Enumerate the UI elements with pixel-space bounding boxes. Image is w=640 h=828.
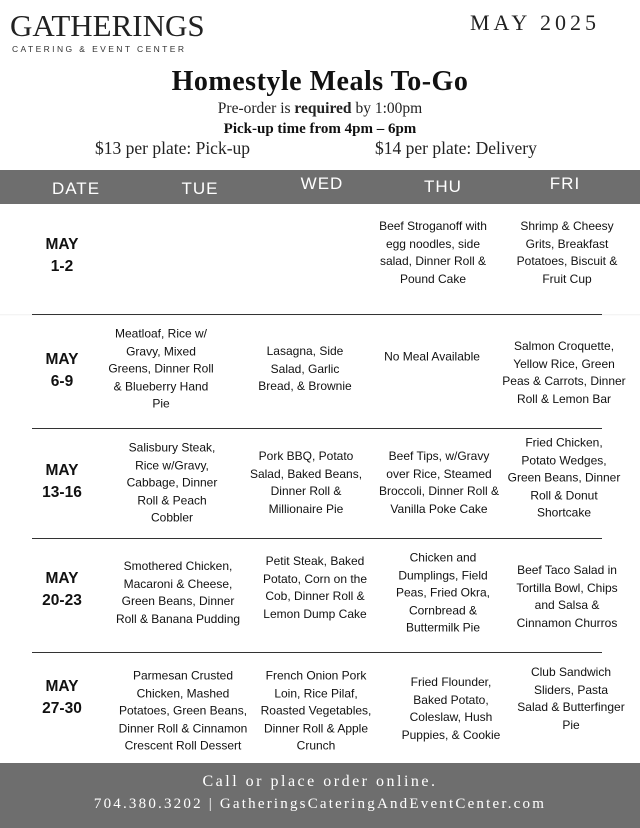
meal-wed: Petit Steak, Baked Potato, Corn on the Cob, Dinner Roll & Lemon Dump Cake xyxy=(262,554,368,621)
date-range: 6-9 xyxy=(50,373,74,390)
row-divider xyxy=(32,428,602,429)
date-month: MAY xyxy=(45,351,79,368)
footer-call-to-action: Call or place order online. xyxy=(202,773,438,790)
column-header-date: DATE xyxy=(51,179,101,198)
meal-wed: Pork BBQ, Potato Salad, Baked Beans, Dinner Roll & Millionaire Pie xyxy=(249,449,363,516)
date-month: MAY xyxy=(45,236,79,253)
week-date xyxy=(34,234,90,278)
meal-tue: Parmesan Crusted Chicken, Mashed Potatoes, Green Beans, Dinner Roll & Cinnamon Crescent Roll Dessert xyxy=(118,668,248,753)
logo-name: GATHERINGS xyxy=(10,8,205,43)
meal-tue: Salisbury Steak, Rice w/Gravy, Cabbage, Dinner Roll & Peach Cobbler xyxy=(126,440,218,525)
meal-thu: No Meal Available xyxy=(384,349,480,364)
pickup-time: Pick-up time from 4pm – 6pm xyxy=(223,121,417,137)
column-header-thu: THU xyxy=(424,177,462,196)
date-month: MAY xyxy=(45,570,79,587)
preorder-notice xyxy=(0,100,640,118)
week-date xyxy=(34,568,90,612)
page-title: Homestyle Meals To-Go xyxy=(171,66,469,97)
column-header-fri: FRI xyxy=(549,174,581,193)
meal-thu: Fried Flounder, Baked Potato, Coleslaw, Hush Puppies, & Cookie xyxy=(401,675,501,742)
column-header-wed: WED xyxy=(300,174,344,193)
row-divider xyxy=(32,314,602,315)
meal-wed: Lasagna, Side Salad, Garlic Bread, & Brownie xyxy=(258,343,352,393)
table-header xyxy=(0,170,640,204)
price-delivery: $14 per plate: Delivery xyxy=(375,138,537,158)
date-month: MAY xyxy=(45,678,79,695)
footer-contact: 704.380.3202 | GatheringsCateringAndEventCenter.com xyxy=(93,796,547,812)
meal-fri: Beef Taco Salad in Tortilla Bowl, Chips and Salsa & Cinnamon Churros xyxy=(516,563,618,630)
meal-fri: Fried Chicken, Potato Wedges, Green Beans, Dinner Roll & Donut Shortcake xyxy=(507,435,621,520)
date-month: MAY xyxy=(45,462,79,479)
preorder-emphasis: required xyxy=(294,100,352,117)
preorder-prefix: Pre-order is xyxy=(217,100,291,117)
meal-fri: Salmon Croquette, Yellow Rice, Green Peas & Carrots, Dinner Roll & Lemon Bar xyxy=(502,339,626,406)
column-header-tue: TUE xyxy=(181,179,219,198)
preorder-suffix: by 1:00pm xyxy=(355,100,423,117)
week-date xyxy=(34,676,90,720)
meal-wed: French Onion Pork Loin, Rice Pilaf, Roasted Vegetables, Dinner Roll & Apple Crunch xyxy=(260,668,372,753)
row-divider xyxy=(32,538,602,539)
meal-fri: Club Sandwich Sliders, Pasta Salad & Butterfinger Pie xyxy=(517,665,625,732)
meal-tue: Meatloaf, Rice w/ Gravy, Mixed Greens, Dinner Roll & Blueberry Hand Pie xyxy=(108,326,214,411)
footer xyxy=(0,763,640,828)
meal-fri: Shrimp & Cheesy Grits, Breakfast Potatoes, Biscuit & Fruit Cup xyxy=(516,219,618,286)
meal-tue: Smothered Chicken, Macaroni & Cheese, Green Beans, Dinner Roll & Banana Pudding xyxy=(115,559,241,626)
meal-thu: Beef Stroganoff with egg noodles, side salad, Dinner Roll & Pound Cake xyxy=(379,219,487,286)
meal-thu: Chicken and Dumplings, Field Peas, Fried Okra, Cornbread & Buttermilk Pie xyxy=(395,550,491,635)
date-range: 1-2 xyxy=(50,258,74,275)
price-pickup: $13 per plate: Pick-up xyxy=(95,138,251,158)
row-divider xyxy=(32,652,602,653)
meal-thu: Beef Tips, w/Gravy over Rice, Steamed Broccoli, Dinner Roll & Vanilla Poke Cake xyxy=(378,449,500,516)
logo-tagline: CATERING & EVENT CENTER xyxy=(12,44,187,54)
date-range: 20-23 xyxy=(42,592,82,609)
date-range: 27-30 xyxy=(42,700,82,717)
month-label: MAY 2025 xyxy=(469,10,600,35)
logo xyxy=(10,10,210,54)
date-range: 13-16 xyxy=(42,484,82,501)
week-date xyxy=(34,460,90,504)
week-date xyxy=(34,349,90,393)
